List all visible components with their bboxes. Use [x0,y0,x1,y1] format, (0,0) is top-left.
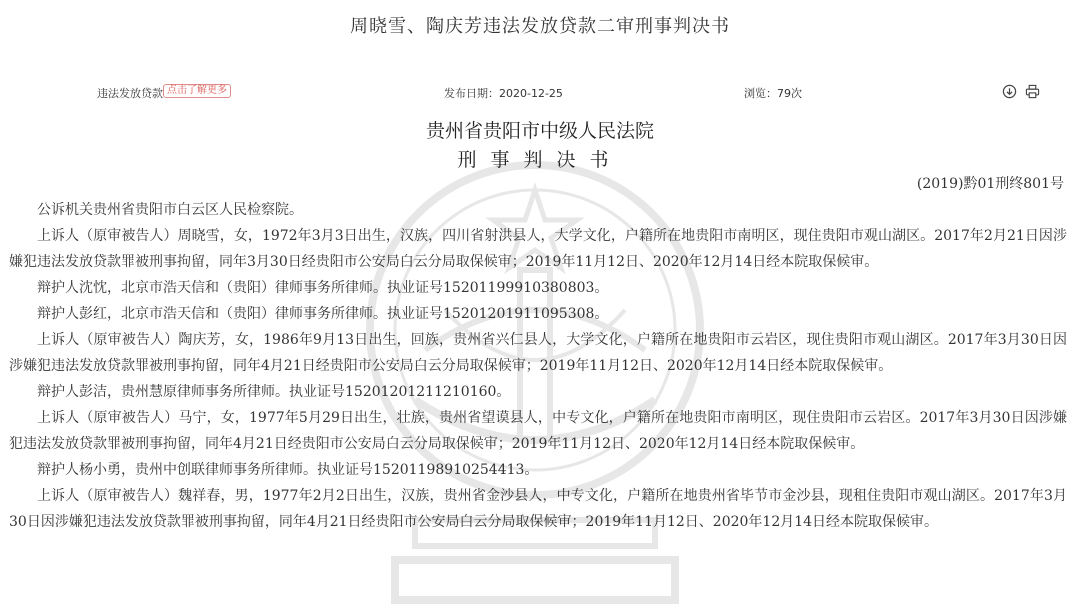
print-icon[interactable] [1025,84,1040,99]
paragraph: 辩护人彭洁，贵州慧原律师事务所律师。执业证号15201201211210160。 [37,384,511,400]
judgment-body [9,197,1067,535]
paragraph: 上诉人（原审被告人）马宁，女，1977年5月29日出生，壮族，贵州省望谟县人，中专文化，户籍所在地贵阳市南明区，现住贵阳市云岩区。2017年3月30日因涉嫌犯违法发放贷款罪被刑事拘留，同年4月21日经贵阳市公安局白云分局取保候审；2019年11月12日、2020年12月14日经本院取保候审。 [9,410,1067,452]
view-count: 浏览：79次 [744,87,802,100]
paragraph: 上诉人（原审被告人）陶庆芳，女，1986年9月13日出生，回族，贵州省兴仁县人，大学文化，户籍所在地贵阳市云岩区，现住贵阳市观山湖区。2017年3月30日因涉嫌犯违法发放贷款罪被刑事拘留，同年4月21日经贵阳市公安局白云分局取保候审；2019年11月12日、2020年12月14日经本院取保候审。 [9,332,1067,374]
paragraph: 辩护人彭红，北京市浩天信和（贵阳）律师事务所律师。执业证号15201201911095308。 [37,306,609,322]
meta-bar [0,84,1080,102]
case-number: (2019)黔01刑终801号 [916,176,1064,192]
paragraph: 辩护人杨小勇，贵州中创联律师事务所律师。执业证号15201198910254413。 [37,462,539,478]
paragraph: 公诉机关贵州省贵阳市白云区人民检察院。 [37,202,303,218]
publish-date: 发布日期：2020-12-25 [444,87,563,100]
document-type: 刑事判决书 [457,149,623,171]
paragraph: 上诉人（原审被告人）周晓雪，女，1972年3月3日出生，汉族，四川省射洪县人，大学文化，户籍所在地贵阳市南明区，现住贵阳市观山湖区。2017年2月21日因涉嫌犯违法发放贷款罪被刑事拘留，同年3月30日经贵阳市公安局白云分局取保候审；2019年11月12日、2020年12月14日经本院取保候审。 [9,228,1067,270]
page-title: 周晓雪、陶庆芳违法发放贷款二审刑事判决书 [350,16,730,37]
download-icon[interactable] [1002,84,1017,99]
learn-more-button[interactable]: 点击了解更多 [163,84,231,98]
paragraph: 辩护人沈忱，北京市浩天信和（贵阳）律师事务所律师。执业证号15201199910380803。 [37,280,609,296]
court-name: 贵州省贵阳市中级人民法院 [425,120,654,142]
category-label: 违法发放贷款 [97,87,163,100]
paragraph: 上诉人（原审被告人）魏祥春，男，1977年2月2日出生，汉族，贵州省金沙县人，中专文化，户籍所在地贵州省毕节市金沙县，现租住贵阳市观山湖区。2017年3月30日因涉嫌犯违法发放贷款罪被刑事拘留，同年4月21日经贵阳市公安局白云分局取保候审；2019年11月12日、2020年12月14日经本院取保候审。 [9,488,1067,530]
action-icons [1002,84,1040,99]
